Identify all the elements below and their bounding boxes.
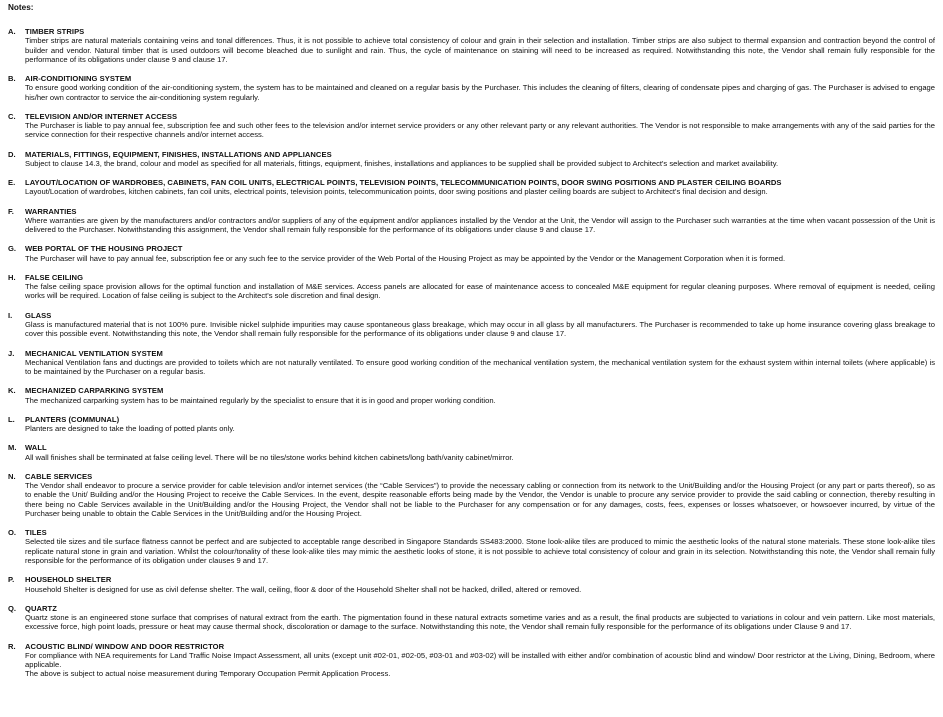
note-heading: WALL xyxy=(25,443,47,453)
note-body: Mechanical Ventilation fans and ductings are provided to toilets which are not naturally ventilated. To ensure good working condition of the mechanical ventilation system, the mechanical ventilation system for the exhaust system within internal toilets (where applicable) is to be maintained by the Purchaser on a regular basis. xyxy=(25,357,935,377)
note-letter: J. xyxy=(8,348,15,358)
note-letter: B. xyxy=(8,74,16,84)
note-body: Where warranties are given by the manufacturers and/or contractors and/or suppliers of any of the equipment and/or appliances installed by the Vendor at the Unit, the Vendor will assign to the Purchaser such warranties at the time when vacant possession of the Unit is delivered to the Purchaser. Notwithstanding this assignment, the Vendor shall remain fully responsible for the performance of its obligations under clause 9 and clause 17. xyxy=(25,215,935,235)
note-heading: MECHANICAL VENTILATION SYSTEM xyxy=(25,348,163,358)
note-heading: FALSE CEILING xyxy=(25,272,84,282)
note-television-internet xyxy=(8,112,935,140)
note-heading: TELEVISION AND/OR INTERNET ACCESS xyxy=(25,111,178,121)
note-body: Subject to clause 14.3, the brand, colour and model as specified for all materials, fittings, equipment, finishes, installations and appliances to be supplied shall be provided subject to Architect's selection and market availability. xyxy=(25,158,779,168)
note-quartz xyxy=(8,604,935,632)
note-heading: TILES xyxy=(25,528,47,538)
note-tiles xyxy=(8,528,935,565)
note-body: The Vendor shall endeavor to procure a service provider for cable television and/or internet services (the “Cable Services”) to provide the necessary cabling or connection from its network to the Unit/Building and/or the Housing Project (or any part or parts thereof), so as to enable the Unit/ Building and/or the Housing Project to receive the Cable Services. In the event, despite reasonable efforts being made by the Vendor, the Vendor is unable to procure any service provider to provide the said cabling or connection, thereby resulting in there being no Cable Services available in the Unit/Building and/or the Housing Project, the Vendor shall not be liable to the Purchaser for any compensation or for any damages, costs, fees, expenses or losses whatsoever, or howsoever incurred, by virtue of the Purchaser being unable to obtain the Cable Services in the Unit/Building and/or the Housing Project. xyxy=(25,481,935,518)
note-heading: MATERIALS, FITTINGS, EQUIPMENT, FINISHES, INSTALLATIONS AND APPLIANCES xyxy=(25,149,332,159)
note-body: The mechanized carparking system has to be maintained regularly by the specialist to ensure that it is in good and proper working condition. xyxy=(25,395,496,405)
note-heading: MECHANIZED CARPARKING SYSTEM xyxy=(25,386,164,396)
note-heading: AIR-CONDITIONING SYSTEM xyxy=(25,74,132,84)
note-heading: LAYOUT/LOCATION OF WARDROBES, CABINETS, FAN COIL UNITS, ELECTRICAL POINTS, TELEVISION POINTS, TELECOMMUNICATION POINTS, DOOR SWING POSITIONS AND PLASTER CEILING BOARDS xyxy=(25,178,782,188)
note-body: Selected tile sizes and tile surface flatness cannot be perfect and are subjected to acceptable range described in Singapore Standards SS483:2000. Stone look-alike tiles are produced to mimic the aesthetic looks of the natural stone materials. These stone look-alike tiles replicate natural stone in grain and variation. Whilst the colour/tonality of these look-alike tiles may mimic the aesthetic looks of stone, it is not possible to achieve total consistency of colour and grain in its selection. Notwithstanding this note, the Vendor shall remain fully responsible for the performance of its obligation under clauses 9 and 17. xyxy=(25,537,935,566)
note-glass xyxy=(8,311,935,339)
note-body: For compliance with NEA requirements for Land Traffic Noise Impact Assessment, all units (except unit #02-01, #02-05, #03-01 and #03-02) will be installed with either and/or combination of acoustic blind and window/ Door restrictor at the Living, Dining, Bedroom, where applicable. xyxy=(25,650,935,670)
note-heading: CABLE SERVICES xyxy=(25,471,93,481)
note-false-ceiling xyxy=(8,273,935,301)
note-body: Planters are designed to take the loading of potted plants only. xyxy=(25,424,235,434)
note-household-shelter xyxy=(8,575,935,594)
note-wall xyxy=(8,443,935,462)
note-heading: TIMBER STRIPS xyxy=(25,27,85,36)
note-heading: PLANTERS (COMMUNAL) xyxy=(25,414,120,424)
note-heading: HOUSEHOLD SHELTER xyxy=(25,575,112,585)
note-letter: M. xyxy=(8,443,17,453)
note-letter: O. xyxy=(8,528,17,538)
note-letter: A. xyxy=(8,27,16,36)
note-letter: E. xyxy=(8,178,16,188)
note-heading: GLASS xyxy=(25,310,52,320)
note-body: The Purchaser is liable to pay annual fee, subscription fee and such other fees to the television and/or internet service providers or any other relevant party or any relevant authorities. The Vendor is not responsible to make arrangements with any of the said parties for the service connection for their respective channels and/or internet access. xyxy=(25,121,935,140)
note-heading: ACOUSTIC BLIND/ WINDOW AND DOOR RESTRICTOR xyxy=(25,641,225,651)
note-warranties xyxy=(8,207,935,235)
note-layout-location xyxy=(8,178,935,197)
note-acoustic-blind xyxy=(8,642,935,679)
note-letter: F. xyxy=(8,206,14,216)
notes-title: Notes: xyxy=(8,3,34,12)
note-letter: H. xyxy=(8,272,16,282)
note-letter: G. xyxy=(8,244,17,254)
note-letter: R. xyxy=(8,641,16,651)
note-body: Quartz stone is an engineered stone surface that comprises of natural extract from the earth. The pigmentation found in these natural extracts sometime varies and as a result, the final products are subjected to variations in colour and vein pattern. Like most materials, excessive force, high point loads, pressure or heat may cause thermal shock, discoloration or damage to the surface. Notwithstanding this note, the Vendor shall remain fully responsible for the performance of its obligations under Clause 9 and 17. xyxy=(25,613,935,632)
note-heading: WEB PORTAL OF THE HOUSING PROJECT xyxy=(25,244,183,254)
note-web-portal xyxy=(8,244,935,263)
note-body-continuation: The above is subject to actual noise measurement during Temporary Occupation Permit Application Process. xyxy=(25,669,391,679)
note-mechanized-carparking xyxy=(8,386,935,405)
note-body: To ensure good working condition of the air-conditioning system, the system has to be maintained and cleaned on a regular basis by the Purchaser. This includes the cleaning of filters, clearing of condensate pipes and charging of gas. The Purchaser is advised to engage his/her own contractor to service the air-conditioning system regularly. xyxy=(25,83,935,102)
note-heading: WARRANTIES xyxy=(25,206,77,216)
note-letter: I. xyxy=(8,310,13,320)
note-air-conditioning xyxy=(8,74,935,102)
note-heading: QUARTZ xyxy=(25,603,57,613)
note-cable-services xyxy=(8,472,935,518)
note-letter: N. xyxy=(8,471,16,481)
note-body: All wall finishes shall be terminated at false ceiling level. There will be no tiles/stone works behind kitchen cabinets/long bath/vanity cabinet/mirror. xyxy=(25,452,514,462)
note-letter: L. xyxy=(8,414,15,424)
note-body: The Purchaser will have to pay annual fee, subscription fee or any such fee to the service provider of the Web Portal of the Housing Project as may be appointed by the Vendor or the Management Corporation when it is formed. xyxy=(25,253,786,263)
note-body: The false ceiling space provision allows for the optimal function and installation of M&E services. Access panels are allocated for ease of maintenance access to concealed M&E equipment for regular cleaning purposes. Where removal of equipment is needed, ceiling works will be required. Location of false ceiling is subject to the Architect's sole discretion and final design. xyxy=(25,282,935,301)
note-body: Timber strips are natural materials containing veins and tonal differences. Thus, it is not possible to achieve total consistency of colour and grain in their selection and installation. Timber strips are also subject to thermal expansion and contraction beyond the control of builder and vendor. Natural timber that is used outdoors will become bleached due to sunlight and rain. Thus, the cycle of maintenance on staining will need to be increased as required. Notwithstanding this note, the Vendor shall remain fully responsible for the performance of its obligations under clause 9 and clause 17. xyxy=(25,36,935,64)
note-letter: C. xyxy=(8,111,16,121)
note-body: Glass is manufactured material that is not 100% pure. Invisible nickel sulphide impurities may cause spontaneous glass breakage, which may occur in all glass by all manufacturers. The Purchaser is recommended to take up home insurance covering glass breakage to cover this possible event. Notwithstanding this note, the Vendor shall remain fully responsible for the performance of its obligations under clause 9 and clause 17. xyxy=(25,319,935,339)
note-letter: D. xyxy=(8,149,16,159)
note-body: Layout/Location of wardrobes, kitchen cabinets, fan coil units, electrical points, television points, telecommunication points, door swing positions and plaster ceiling boards are subject to Architect's final decision and design. xyxy=(25,187,768,197)
note-materials-fittings xyxy=(8,150,935,169)
note-timber-strips xyxy=(8,27,935,64)
note-planters xyxy=(8,415,935,434)
note-letter: K. xyxy=(8,386,16,396)
note-letter: Q. xyxy=(8,603,17,613)
note-body: Household Shelter is designed for use as civil defense shelter. The wall, ceiling, floor & door of the Household Shelter shall not be hacked, drilled, altered or removed. xyxy=(25,584,582,594)
note-letter: P. xyxy=(8,575,15,585)
note-mechanical-ventilation xyxy=(8,349,935,377)
